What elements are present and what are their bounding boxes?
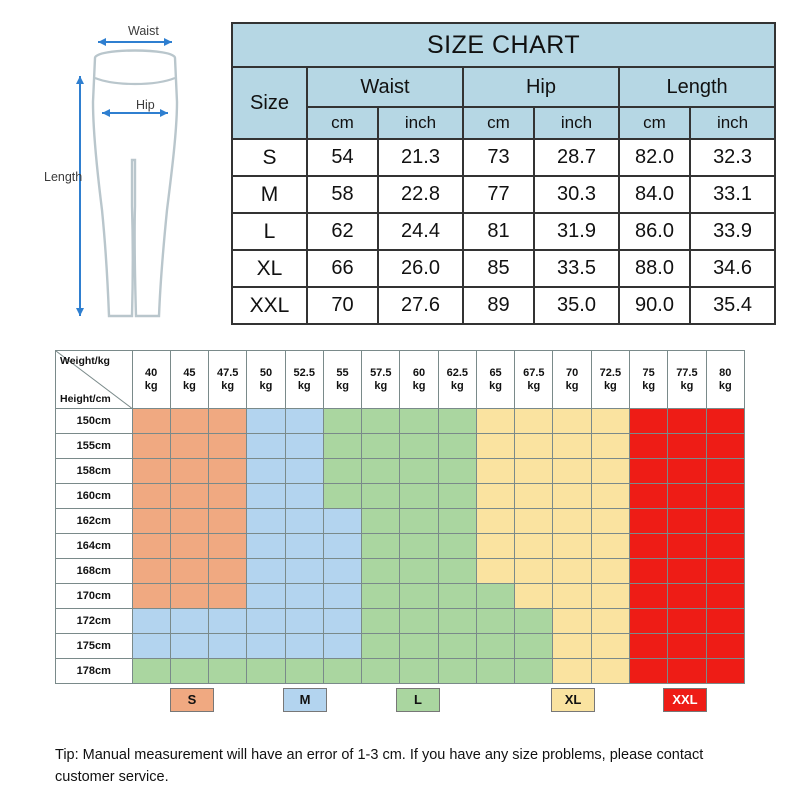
heatmap-cell <box>515 634 553 659</box>
heatmap-cell <box>132 659 170 684</box>
heatmap-cell <box>400 559 438 584</box>
heatmap-cell <box>438 434 476 459</box>
heatmap-cell <box>209 409 247 434</box>
unit-length-inch: inch <box>690 107 775 139</box>
heatmap-cell <box>515 509 553 534</box>
heatmap-cell <box>706 484 744 509</box>
table-row <box>56 559 745 584</box>
cell-l-waist-inch: 24.4 <box>378 213 463 250</box>
heatmap-cell <box>438 634 476 659</box>
heatmap-cell <box>362 659 400 684</box>
heatmap-cell <box>706 584 744 609</box>
heatmap-cell <box>132 484 170 509</box>
heatmap-cell <box>132 459 170 484</box>
table-row <box>56 409 745 434</box>
heatmap-cell <box>476 659 514 684</box>
legend-item-l: L <box>396 688 440 712</box>
heatmap-cell <box>438 659 476 684</box>
heatmap-cell <box>170 659 208 684</box>
heatmap-cell <box>591 434 629 459</box>
unit-waist-inch: inch <box>378 107 463 139</box>
heatmap-cell <box>706 409 744 434</box>
heatmap-cell <box>209 459 247 484</box>
heatmap-weight-label: 47.5 kg <box>209 351 247 409</box>
table-row <box>56 509 745 534</box>
heatmap-cell <box>400 459 438 484</box>
heatmap-cell <box>438 484 476 509</box>
heatmap-cell <box>438 584 476 609</box>
heatmap-cell <box>285 509 323 534</box>
heatmap-cell <box>323 584 361 609</box>
heatmap-height-label: 160cm <box>56 484 133 509</box>
cell-m-hip-inch: 30.3 <box>534 176 619 213</box>
cell-xl-hip-inch: 33.5 <box>534 250 619 287</box>
heatmap-cell <box>362 609 400 634</box>
heatmap-cell <box>323 509 361 534</box>
heatmap-cell <box>400 659 438 684</box>
size-chart-title-row <box>232 23 775 67</box>
heatmap-height-label: 162cm <box>56 509 133 534</box>
table-row <box>56 459 745 484</box>
heatmap-cell <box>323 484 361 509</box>
heatmap-cell <box>515 409 553 434</box>
row-size-s: S <box>232 139 307 176</box>
heatmap-cell <box>706 659 744 684</box>
heatmap-cell <box>476 459 514 484</box>
heatmap-cell <box>170 509 208 534</box>
legend-item-m: M <box>283 688 327 712</box>
heatmap-cell <box>400 509 438 534</box>
heatmap-cell <box>247 609 285 634</box>
heatmap-weight-label: 45 kg <box>170 351 208 409</box>
heatmap-cell <box>476 609 514 634</box>
cell-l-hip-inch: 31.9 <box>534 213 619 250</box>
heatmap-height-header: Height/cm <box>60 393 111 405</box>
heatmap-weight-label: 52.5 kg <box>285 351 323 409</box>
heatmap-cell <box>170 534 208 559</box>
heatmap-cell <box>476 534 514 559</box>
heatmap-cell <box>630 409 668 434</box>
heatmap-table <box>55 350 745 684</box>
heatmap-cell <box>668 459 706 484</box>
heatmap-cell <box>515 434 553 459</box>
heatmap-weight-label: 77.5 kg <box>668 351 706 409</box>
heatmap-cell <box>515 659 553 684</box>
heatmap-cell <box>591 609 629 634</box>
heatmap-cell <box>630 484 668 509</box>
heatmap-weight-label: 40 kg <box>132 351 170 409</box>
heatmap-cell <box>362 484 400 509</box>
heatmap-cell <box>400 434 438 459</box>
heatmap-cell <box>132 634 170 659</box>
table-row <box>56 634 745 659</box>
heatmap-cell <box>476 509 514 534</box>
heatmap-cell <box>170 609 208 634</box>
heatmap-cell <box>170 434 208 459</box>
heatmap-cell <box>591 659 629 684</box>
heatmap-cell <box>247 484 285 509</box>
heatmap-cell <box>170 634 208 659</box>
table-row <box>56 484 745 509</box>
heatmap-cell <box>591 409 629 434</box>
heatmap-cell <box>553 534 591 559</box>
size-chart-table <box>231 22 776 325</box>
header-size: Size <box>232 67 307 139</box>
heatmap-cell <box>247 584 285 609</box>
cell-l-length-cm: 86.0 <box>619 213 690 250</box>
table-row <box>56 584 745 609</box>
heatmap-cell <box>630 434 668 459</box>
unit-waist-cm: cm <box>307 107 378 139</box>
heatmap-height-label: 164cm <box>56 534 133 559</box>
heatmap-cell <box>438 509 476 534</box>
heatmap-cell <box>668 534 706 559</box>
heatmap-cell <box>630 534 668 559</box>
heatmap-cell <box>247 559 285 584</box>
heatmap-cell <box>553 584 591 609</box>
heatmap-cell <box>209 584 247 609</box>
heatmap-cell <box>132 509 170 534</box>
heatmap-cell <box>591 634 629 659</box>
table-row <box>56 609 745 634</box>
heatmap-cell <box>515 609 553 634</box>
diagram-label-hip: Hip <box>136 98 155 112</box>
heatmap-cell <box>362 559 400 584</box>
heatmap-cell <box>553 484 591 509</box>
cell-s-length-cm: 82.0 <box>619 139 690 176</box>
cell-l-length-inch: 33.9 <box>690 213 775 250</box>
row-size-l: L <box>232 213 307 250</box>
heatmap-cell <box>706 509 744 534</box>
heatmap-cell <box>362 509 400 534</box>
heatmap-cell <box>362 584 400 609</box>
heatmap-cell <box>438 459 476 484</box>
tip-text: Tip: Manual measurement will have an error of 1-3 cm. If you have any size problems, please contact customer service. <box>55 747 704 785</box>
cell-xl-waist-cm: 66 <box>307 250 378 287</box>
cell-l-hip-cm: 81 <box>463 213 534 250</box>
heatmap-cell <box>323 434 361 459</box>
heatmap-height-label: 158cm <box>56 459 133 484</box>
heatmap-cell <box>668 509 706 534</box>
cell-xxl-hip-cm: 89 <box>463 287 534 324</box>
heatmap-cell <box>553 609 591 634</box>
heatmap-cell <box>668 409 706 434</box>
cell-xxl-length-cm: 90.0 <box>619 287 690 324</box>
unit-length-cm: cm <box>619 107 690 139</box>
heatmap-corner-cell <box>56 351 133 409</box>
heatmap-weight-label: 55 kg <box>323 351 361 409</box>
heatmap-cell <box>400 584 438 609</box>
heatmap-cell <box>400 634 438 659</box>
legend-item-xl: XL <box>551 688 595 712</box>
heatmap-cell <box>209 609 247 634</box>
heatmap-cell <box>285 559 323 584</box>
heatmap-cell <box>170 584 208 609</box>
heatmap-cell <box>247 409 285 434</box>
table-row <box>232 139 775 176</box>
heatmap-cell <box>132 409 170 434</box>
cell-xl-length-cm: 88.0 <box>619 250 690 287</box>
heatmap-cell <box>323 534 361 559</box>
cell-xl-hip-cm: 85 <box>463 250 534 287</box>
row-size-xxl: XXL <box>232 287 307 324</box>
heatmap-cell <box>630 584 668 609</box>
heatmap-cell <box>209 634 247 659</box>
leggings-diagram <box>40 10 230 330</box>
cell-m-waist-cm: 58 <box>307 176 378 213</box>
cell-l-waist-cm: 62 <box>307 213 378 250</box>
heatmap-cell <box>285 409 323 434</box>
heatmap-cell <box>170 559 208 584</box>
heatmap-cell <box>476 634 514 659</box>
heatmap-cell <box>209 434 247 459</box>
heatmap-cell <box>323 659 361 684</box>
heatmap-cell <box>247 634 285 659</box>
heatmap-cell <box>323 409 361 434</box>
table-row <box>232 287 775 324</box>
table-row <box>232 250 775 287</box>
heatmap-cell <box>476 484 514 509</box>
heatmap-cell <box>706 609 744 634</box>
heatmap-cell <box>247 459 285 484</box>
unit-hip-inch: inch <box>534 107 619 139</box>
heatmap-cell <box>553 434 591 459</box>
heatmap-height-label: 150cm <box>56 409 133 434</box>
cell-xxl-waist-cm: 70 <box>307 287 378 324</box>
heatmap-header-row <box>56 351 745 409</box>
heatmap-cell <box>247 534 285 559</box>
legend-item-xxl: XXL <box>663 688 707 712</box>
heatmap-cell <box>668 484 706 509</box>
heatmap-cell <box>668 634 706 659</box>
heatmap-cell <box>285 459 323 484</box>
heatmap-cell <box>515 459 553 484</box>
cell-xl-waist-inch: 26.0 <box>378 250 463 287</box>
cell-m-length-inch: 33.1 <box>690 176 775 213</box>
heatmap-cell <box>438 559 476 584</box>
heatmap-cell <box>553 634 591 659</box>
header-waist: Waist <box>307 67 463 107</box>
heatmap-weight-label: 80 kg <box>706 351 744 409</box>
cell-m-length-cm: 84.0 <box>619 176 690 213</box>
heatmap-height-label: 168cm <box>56 559 133 584</box>
cell-m-waist-inch: 22.8 <box>378 176 463 213</box>
legend-item-s: S <box>170 688 214 712</box>
heatmap-cell <box>476 559 514 584</box>
heatmap-cell <box>706 534 744 559</box>
heatmap-cell <box>362 534 400 559</box>
heatmap-cell <box>630 509 668 534</box>
heatmap-cell <box>591 584 629 609</box>
heatmap-weight-label: 60 kg <box>400 351 438 409</box>
heatmap-cell <box>285 634 323 659</box>
heatmap-cell <box>362 459 400 484</box>
heatmap-cell <box>170 409 208 434</box>
heatmap-cell <box>132 434 170 459</box>
size-legend <box>55 688 745 718</box>
heatmap-cell <box>476 434 514 459</box>
heatmap-cell <box>668 609 706 634</box>
table-row <box>232 176 775 213</box>
height-weight-heatmap <box>55 350 745 684</box>
heatmap-cell <box>362 634 400 659</box>
heatmap-cell <box>630 659 668 684</box>
heatmap-cell <box>668 559 706 584</box>
heatmap-height-label: 175cm <box>56 634 133 659</box>
heatmap-cell <box>400 484 438 509</box>
cell-xl-length-inch: 34.6 <box>690 250 775 287</box>
heatmap-cell <box>323 634 361 659</box>
heatmap-cell <box>323 459 361 484</box>
size-chart-title: SIZE CHART <box>232 23 775 67</box>
table-row <box>56 534 745 559</box>
heatmap-cell <box>706 434 744 459</box>
cell-xxl-length-inch: 35.4 <box>690 287 775 324</box>
heatmap-cell <box>706 634 744 659</box>
heatmap-cell <box>476 409 514 434</box>
header-length: Length <box>619 67 775 107</box>
heatmap-weight-label: 72.5 kg <box>591 351 629 409</box>
heatmap-weight-label: 67.5 kg <box>515 351 553 409</box>
heatmap-cell <box>515 484 553 509</box>
cell-s-hip-cm: 73 <box>463 139 534 176</box>
cell-m-hip-cm: 77 <box>463 176 534 213</box>
heatmap-cell <box>362 409 400 434</box>
heatmap-cell <box>209 484 247 509</box>
heatmap-cell <box>553 659 591 684</box>
heatmap-cell <box>591 509 629 534</box>
heatmap-height-label: 172cm <box>56 609 133 634</box>
header-hip: Hip <box>463 67 619 107</box>
heatmap-cell <box>591 484 629 509</box>
diagram-label-waist: Waist <box>128 24 159 38</box>
heatmap-cell <box>285 484 323 509</box>
table-row <box>56 659 745 684</box>
heatmap-cell <box>323 609 361 634</box>
heatmap-cell <box>285 609 323 634</box>
heatmap-cell <box>591 459 629 484</box>
size-chart-header-row <box>232 67 775 107</box>
heatmap-weight-label: 57.5 kg <box>362 351 400 409</box>
heatmap-cell <box>706 459 744 484</box>
heatmap-cell <box>668 434 706 459</box>
heatmap-cell <box>553 559 591 584</box>
heatmap-weight-label: 75 kg <box>630 351 668 409</box>
heatmap-cell <box>438 534 476 559</box>
heatmap-cell <box>553 409 591 434</box>
heatmap-cell <box>247 434 285 459</box>
heatmap-cell <box>132 584 170 609</box>
heatmap-weight-label: 65 kg <box>476 351 514 409</box>
heatmap-cell <box>132 609 170 634</box>
heatmap-height-label: 170cm <box>56 584 133 609</box>
heatmap-cell <box>438 409 476 434</box>
heatmap-cell <box>668 584 706 609</box>
heatmap-height-label: 178cm <box>56 659 133 684</box>
heatmap-cell <box>170 484 208 509</box>
diagram-label-length: Length <box>44 170 83 184</box>
heatmap-cell <box>132 559 170 584</box>
heatmap-cell <box>323 559 361 584</box>
cell-s-hip-inch: 28.7 <box>534 139 619 176</box>
heatmap-cell <box>285 584 323 609</box>
heatmap-weight-label: 62.5 kg <box>438 351 476 409</box>
heatmap-cell <box>515 584 553 609</box>
heatmap-cell <box>170 459 208 484</box>
heatmap-cell <box>553 509 591 534</box>
heatmap-cell <box>438 609 476 634</box>
heatmap-weight-header: Weight/kg <box>60 355 110 367</box>
heatmap-height-label: 155cm <box>56 434 133 459</box>
heatmap-cell <box>285 434 323 459</box>
heatmap-cell <box>591 559 629 584</box>
unit-hip-cm: cm <box>463 107 534 139</box>
heatmap-cell <box>515 534 553 559</box>
top-section <box>0 0 800 335</box>
heatmap-cell <box>630 459 668 484</box>
heatmap-cell <box>209 534 247 559</box>
table-row <box>232 213 775 250</box>
heatmap-cell <box>285 659 323 684</box>
row-size-m: M <box>232 176 307 213</box>
cell-s-length-inch: 32.3 <box>690 139 775 176</box>
heatmap-cell <box>630 609 668 634</box>
heatmap-cell <box>553 459 591 484</box>
heatmap-weight-label: 70 kg <box>553 351 591 409</box>
table-row <box>56 434 745 459</box>
row-size-xl: XL <box>232 250 307 287</box>
heatmap-cell <box>209 559 247 584</box>
cell-xxl-waist-inch: 27.6 <box>378 287 463 324</box>
heatmap-cell <box>706 559 744 584</box>
heatmap-cell <box>247 659 285 684</box>
cell-s-waist-inch: 21.3 <box>378 139 463 176</box>
heatmap-cell <box>515 559 553 584</box>
heatmap-cell <box>476 584 514 609</box>
size-chart-unit-row <box>232 107 775 139</box>
heatmap-cell <box>362 434 400 459</box>
heatmap-cell <box>209 659 247 684</box>
cell-s-waist-cm: 54 <box>307 139 378 176</box>
heatmap-cell <box>400 409 438 434</box>
heatmap-weight-label: 50 kg <box>247 351 285 409</box>
heatmap-cell <box>285 534 323 559</box>
heatmap-cell <box>668 659 706 684</box>
heatmap-cell <box>630 559 668 584</box>
heatmap-cell <box>630 634 668 659</box>
heatmap-cell <box>132 534 170 559</box>
heatmap-cell <box>400 609 438 634</box>
heatmap-cell <box>400 534 438 559</box>
cell-xxl-hip-inch: 35.0 <box>534 287 619 324</box>
heatmap-cell <box>209 509 247 534</box>
heatmap-cell <box>247 509 285 534</box>
heatmap-cell <box>591 534 629 559</box>
